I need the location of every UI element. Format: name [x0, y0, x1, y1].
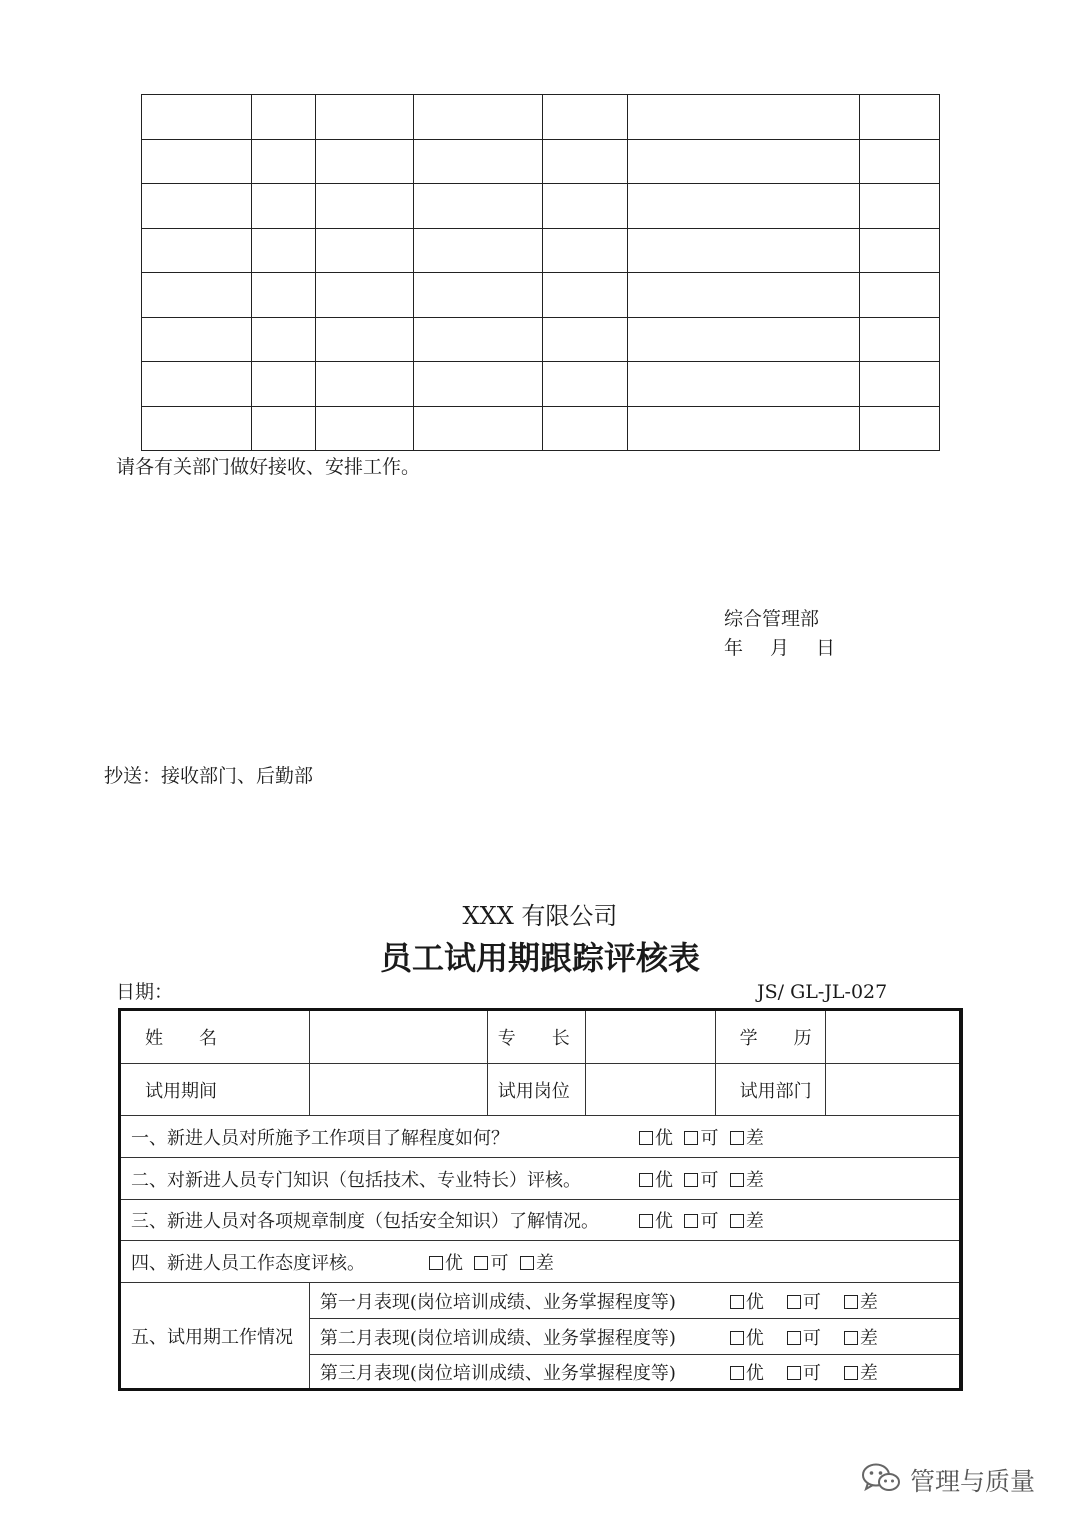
- trial-post-label: 试用岗位: [487, 1064, 585, 1116]
- blank-grid-table: [141, 94, 940, 451]
- trial-dept-value[interactable]: [825, 1064, 961, 1116]
- date-line: 年 月 日: [724, 637, 840, 659]
- specialty-value[interactable]: [585, 1010, 715, 1064]
- option-fair[interactable]: 可: [474, 1249, 508, 1275]
- option-poor[interactable]: 差: [520, 1249, 554, 1275]
- table-row: [120, 1283, 962, 1319]
- table-row: [142, 184, 940, 229]
- month-text: 第二月表现(岗位培训成绩、业务掌握程度等): [319, 1327, 676, 1349]
- option-poor[interactable]: 差: [730, 1124, 764, 1150]
- option-fair[interactable]: 可: [684, 1124, 718, 1150]
- option-excellent[interactable]: 优: [639, 1166, 673, 1192]
- trial-dept-label: 试用部门: [715, 1064, 825, 1116]
- question-text: 二、对新进人员专门知识（包括技术、专业特长）评核。: [131, 1169, 581, 1191]
- question-text: 一、新进人员对所施予工作项目了解程度如何？: [131, 1127, 509, 1149]
- watermark-text: 管理与质量: [910, 1467, 1036, 1496]
- cc-line: 抄送：接收部门、后勤部: [104, 765, 314, 787]
- checkbox-icon[interactable]: [787, 1366, 801, 1380]
- company-name: XXX 有限公司: [462, 902, 618, 930]
- table-row: [120, 1158, 962, 1200]
- table-row: [120, 1241, 962, 1283]
- option-excellent[interactable]: 优: [730, 1288, 787, 1314]
- option-fair[interactable]: 可: [787, 1359, 844, 1385]
- table-row: [120, 1116, 962, 1158]
- checkbox-icon[interactable]: [684, 1131, 698, 1145]
- name-label: 姓 名: [120, 1010, 310, 1064]
- checkbox-icon[interactable]: [429, 1256, 443, 1270]
- question-row: [120, 1241, 962, 1283]
- checkbox-icon[interactable]: [730, 1295, 744, 1309]
- checkbox-icon[interactable]: [787, 1331, 801, 1345]
- option-fair[interactable]: 可: [684, 1207, 718, 1233]
- checkbox-icon[interactable]: [684, 1214, 698, 1228]
- question-text: 四、新进人员工作态度评核。: [131, 1252, 365, 1274]
- option-fair[interactable]: 可: [787, 1324, 844, 1350]
- checkbox-icon[interactable]: [639, 1131, 653, 1145]
- option-fair[interactable]: 可: [787, 1288, 844, 1314]
- education-label: 学 历: [715, 1010, 825, 1064]
- question-row: [120, 1158, 962, 1200]
- option-poor[interactable]: 差: [730, 1166, 764, 1192]
- form-title: 员工试用期跟踪评核表: [379, 939, 700, 977]
- instruction-text: 请各有关部门做好接收、安排工作。: [116, 456, 421, 478]
- section5-label: 五、试用期工作情况: [120, 1283, 310, 1390]
- table-row: [142, 362, 940, 407]
- option-poor[interactable]: 差: [844, 1324, 878, 1350]
- table-row: [142, 317, 940, 362]
- checkbox-icon[interactable]: [787, 1295, 801, 1309]
- specialty-label: 专 长: [487, 1010, 585, 1064]
- month-row: [309, 1355, 961, 1390]
- trial-post-value[interactable]: [585, 1064, 715, 1116]
- option-poor[interactable]: 差: [844, 1288, 878, 1314]
- table-row: [142, 95, 940, 140]
- evaluation-form-table: [118, 1008, 963, 1391]
- checkbox-icon[interactable]: [844, 1366, 858, 1380]
- watermark: [860, 1458, 1035, 1502]
- month-text: 第三月表现(岗位培训成绩、业务掌握程度等): [319, 1362, 676, 1384]
- checkbox-icon[interactable]: [730, 1366, 744, 1380]
- checkbox-icon[interactable]: [639, 1173, 653, 1187]
- month-row: [309, 1319, 961, 1355]
- wechat-icon: [860, 1461, 902, 1499]
- option-fair[interactable]: 可: [684, 1166, 718, 1192]
- table-row: [142, 139, 940, 184]
- table-row: [142, 273, 940, 318]
- date-label: 日期：: [116, 981, 174, 1003]
- option-poor[interactable]: 差: [844, 1359, 878, 1385]
- checkbox-icon[interactable]: [844, 1295, 858, 1309]
- option-excellent[interactable]: 优: [730, 1324, 787, 1350]
- option-excellent[interactable]: 优: [639, 1124, 673, 1150]
- trial-period-value[interactable]: [309, 1064, 487, 1116]
- option-excellent[interactable]: 优: [639, 1207, 673, 1233]
- education-value[interactable]: [825, 1010, 961, 1064]
- name-value[interactable]: [309, 1010, 487, 1064]
- option-excellent[interactable]: 优: [730, 1359, 787, 1385]
- checkbox-icon[interactable]: [730, 1331, 744, 1345]
- checkbox-icon[interactable]: [730, 1173, 744, 1187]
- table-row: [120, 1064, 962, 1116]
- checkbox-icon[interactable]: [474, 1256, 488, 1270]
- issuer-department: 综合管理部: [724, 608, 820, 630]
- table-row: [142, 228, 940, 273]
- month-text: 第一月表现(岗位培训成绩、业务掌握程度等): [319, 1291, 676, 1313]
- question-row: [120, 1116, 962, 1158]
- table-row: [120, 1010, 962, 1064]
- option-excellent[interactable]: 优: [429, 1249, 463, 1275]
- question-row: [120, 1200, 962, 1241]
- checkbox-icon[interactable]: [730, 1131, 744, 1145]
- table-row: [120, 1200, 962, 1241]
- trial-period-label: 试用期间: [120, 1064, 310, 1116]
- table-row: [142, 406, 940, 451]
- checkbox-icon[interactable]: [639, 1214, 653, 1228]
- checkbox-icon[interactable]: [684, 1173, 698, 1187]
- form-code: JS/ GL-JL-027: [757, 981, 888, 1003]
- question-text: 三、新进人员对各项规章制度（包括安全知识）了解情况。: [131, 1211, 599, 1232]
- checkbox-icon[interactable]: [730, 1214, 744, 1228]
- option-poor[interactable]: 差: [730, 1207, 764, 1233]
- checkbox-icon[interactable]: [844, 1331, 858, 1345]
- month-row: [309, 1283, 961, 1319]
- checkbox-icon[interactable]: [520, 1256, 534, 1270]
